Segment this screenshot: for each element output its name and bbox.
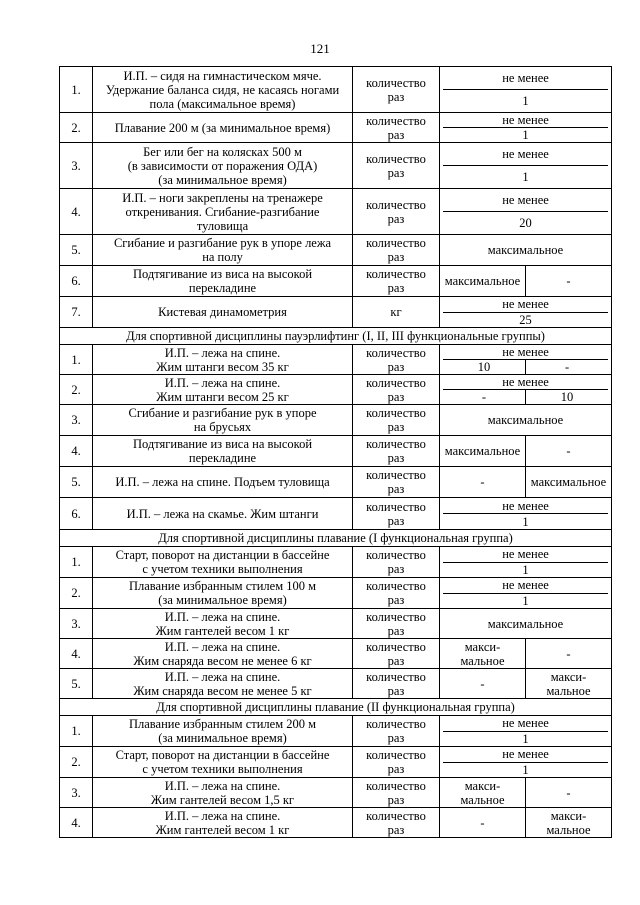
table-row <box>60 375 612 405</box>
unit-cell: количество раз <box>353 375 440 405</box>
norm-value-left: 10 <box>477 360 491 374</box>
norm-cell <box>440 498 612 530</box>
norm-cell <box>440 345 612 375</box>
unit-cell: количество раз <box>353 609 440 639</box>
norm-cell <box>440 716 612 747</box>
norm-min-label: не менее <box>502 578 549 593</box>
exercise-cell: Кистевая динамометрия <box>93 297 353 328</box>
norm-value: 1 <box>443 165 608 188</box>
norm-cell <box>440 747 612 778</box>
section-title: Для спортивной дисциплины пауэрлифтинг (I, II, III функциональные группы) <box>60 328 612 345</box>
exercise-cell: И.П. – лежа на спине. Жим гантелей весом 1,5 кг <box>93 778 353 808</box>
table-row <box>60 467 612 498</box>
row-number: 1. <box>60 547 93 578</box>
norm-value-left: макси- мальное <box>440 639 526 669</box>
unit-cell: количество раз <box>353 113 440 143</box>
table-row <box>60 747 612 778</box>
norm-value-left: макси- мальное <box>440 778 526 808</box>
row-number: 1. <box>60 345 93 375</box>
row-number: 4. <box>60 639 93 669</box>
unit-cell: количество раз <box>353 639 440 669</box>
norm-cell <box>440 189 612 235</box>
row-number: 6. <box>60 498 93 530</box>
row-number: 4. <box>60 808 93 838</box>
norm-value-right: - <box>525 360 608 374</box>
unit-cell: кг <box>353 297 440 328</box>
norm-value: 1 <box>443 562 608 578</box>
norm-cell <box>440 67 612 113</box>
section-title: Для спортивной дисциплины плавание (II функциональная группа) <box>60 699 612 716</box>
exercise-cell: Подтягивание из виса на высокой перекладине <box>93 436 353 467</box>
row-number: 1. <box>60 716 93 747</box>
norm-value: максимальное <box>440 609 612 639</box>
norm-min-label: не менее <box>502 193 549 207</box>
table-row <box>60 498 612 530</box>
norm-value: 1 <box>443 127 608 142</box>
unit-cell: количество раз <box>353 669 440 699</box>
norm-value-left: максимальное <box>440 266 526 297</box>
norm-min-label: не менее <box>502 71 549 85</box>
exercise-cell: И.П. – сидя на гимнастическом мяче. Удержание баланса сидя, не касаясь ногами пола (максимальное время) <box>93 67 353 113</box>
table-row <box>60 639 612 669</box>
norm-value: максимальное <box>440 235 612 266</box>
norm-cell <box>440 578 612 609</box>
table-row <box>60 266 612 297</box>
row-number: 5. <box>60 669 93 699</box>
exercise-cell: И.П. – лежа на скамье. Жим штанги <box>93 498 353 530</box>
row-number: 5. <box>60 235 93 266</box>
table-row <box>60 113 612 143</box>
table-row <box>60 345 612 375</box>
norm-min-label: не менее <box>502 297 549 312</box>
row-number: 7. <box>60 297 93 328</box>
table-row <box>60 189 612 235</box>
table-row <box>60 778 612 808</box>
unit-cell: количество раз <box>353 189 440 235</box>
exercise-cell: И.П. – лежа на спине. Жим снаряда весом не менее 5 кг <box>93 669 353 699</box>
row-number: 3. <box>60 143 93 189</box>
norm-value-right: 10 <box>525 390 608 404</box>
unit-cell: количество раз <box>353 778 440 808</box>
exercise-cell: Плавание 200 м (за минимальное время) <box>93 113 353 143</box>
norm-value-right: - <box>526 639 612 669</box>
norm-value: 1 <box>443 762 608 778</box>
row-number: 3. <box>60 609 93 639</box>
row-number: 2. <box>60 747 93 778</box>
norm-min-label: не менее <box>502 345 549 359</box>
exercise-cell: И.П. – лежа на спине. Жим штанги весом 25 кг <box>93 375 353 405</box>
norm-value: 1 <box>443 513 608 529</box>
exercise-cell: Бег или бег на колясках 500 м (в зависимости от поражения ОДА) (за минимальное время) <box>93 143 353 189</box>
norm-value: 1 <box>443 89 608 112</box>
row-number: 2. <box>60 113 93 143</box>
norm-min-label: не менее <box>502 375 549 389</box>
table-row <box>60 716 612 747</box>
table-row <box>60 808 612 838</box>
norm-min-label: не менее <box>502 747 549 762</box>
exercise-cell: Подтягивание из виса на высокой перекладине <box>93 266 353 297</box>
norm-cell <box>440 113 612 143</box>
norm-cell <box>440 547 612 578</box>
norm-cell <box>440 143 612 189</box>
norm-value: максимальное <box>440 405 612 436</box>
unit-cell: количество раз <box>353 547 440 578</box>
exercise-cell: И.П. – лежа на спине. Подъем туловища <box>93 467 353 498</box>
norm-value-right: - <box>526 778 612 808</box>
table-row <box>60 143 612 189</box>
norm-value-left: максимальное <box>440 436 526 467</box>
row-number: 3. <box>60 405 93 436</box>
section-row <box>60 328 612 345</box>
row-number: 5. <box>60 467 93 498</box>
unit-cell: количество раз <box>353 498 440 530</box>
unit-cell: количество раз <box>353 747 440 778</box>
exercise-cell: И.П. – лежа на спине. Жим штанги весом 35 кг <box>93 345 353 375</box>
exercise-cell: Старт, поворот на дистанции в бассейне с учетом техники выполнения <box>93 747 353 778</box>
unit-cell: количество раз <box>353 235 440 266</box>
unit-cell: количество раз <box>353 716 440 747</box>
norm-value-right: - <box>526 436 612 467</box>
norm-value: 25 <box>443 312 608 328</box>
exercise-cell: Старт, поворот на дистанции в бассейне с учетом техники выполнения <box>93 547 353 578</box>
norm-cell <box>440 375 612 405</box>
unit-cell: количество раз <box>353 467 440 498</box>
unit-cell: количество раз <box>353 436 440 467</box>
norm-value-left: - <box>440 808 526 838</box>
norm-value: 1 <box>443 731 608 747</box>
standards-table <box>59 66 612 838</box>
unit-cell: количество раз <box>353 345 440 375</box>
norm-value-right: - <box>526 266 612 297</box>
table-row <box>60 578 612 609</box>
unit-cell: количество раз <box>353 808 440 838</box>
unit-cell: количество раз <box>353 266 440 297</box>
row-number: 2. <box>60 375 93 405</box>
norm-value: 20 <box>443 211 608 234</box>
table-row <box>60 235 612 266</box>
norm-min-label: не менее <box>502 498 549 513</box>
norm-min-label: не менее <box>502 147 549 161</box>
table-row <box>60 297 612 328</box>
section-row <box>60 699 612 716</box>
norm-value-right: максимальное <box>526 467 612 498</box>
section-row <box>60 530 612 547</box>
table-row <box>60 669 612 699</box>
norm-value-right: макси- мальное <box>526 669 612 699</box>
unit-cell: количество раз <box>353 578 440 609</box>
table-row <box>60 405 612 436</box>
norm-min-label: не менее <box>502 113 549 127</box>
exercise-cell: И.П. – ноги закреплены на тренажере откренивания. Сгибание-разгибание туловища <box>93 189 353 235</box>
row-number: 1. <box>60 67 93 113</box>
norm-min-label: не менее <box>502 547 549 562</box>
unit-cell: количество раз <box>353 143 440 189</box>
row-number: 4. <box>60 436 93 467</box>
norm-value-left: - <box>440 669 526 699</box>
table-row <box>60 67 612 113</box>
row-number: 6. <box>60 266 93 297</box>
exercise-cell: И.П. – лежа на спине. Жим гантелей весом 1 кг <box>93 609 353 639</box>
unit-cell: количество раз <box>353 67 440 113</box>
row-number: 2. <box>60 578 93 609</box>
table-row <box>60 547 612 578</box>
exercise-cell: Сгибание и разгибание рук в упоре на брусьях <box>93 405 353 436</box>
norm-min-label: не менее <box>502 716 549 731</box>
row-number: 4. <box>60 189 93 235</box>
exercise-cell: И.П. – лежа на спине. Жим гантелей весом 1 кг <box>93 808 353 838</box>
section-title: Для спортивной дисциплины плавание (I функциональная группа) <box>60 530 612 547</box>
norm-value-left: - <box>481 390 487 404</box>
page-number: 121 <box>310 41 330 56</box>
exercise-cell: Сгибание и разгибание рук в упоре лежа на полу <box>93 235 353 266</box>
unit-cell: количество раз <box>353 405 440 436</box>
exercise-cell: Плавание избранным стилем 100 м (за минимальное время) <box>93 578 353 609</box>
exercise-cell: Плавание избранным стилем 200 м (за минимальное время) <box>93 716 353 747</box>
norm-value-right: макси- мальное <box>526 808 612 838</box>
row-number: 3. <box>60 778 93 808</box>
norm-value: 1 <box>443 593 608 609</box>
table-row <box>60 609 612 639</box>
norm-cell <box>440 297 612 328</box>
exercise-cell: И.П. – лежа на спине. Жим снаряда весом не менее 6 кг <box>93 639 353 669</box>
table-row <box>60 436 612 467</box>
norm-value-left: - <box>440 467 526 498</box>
